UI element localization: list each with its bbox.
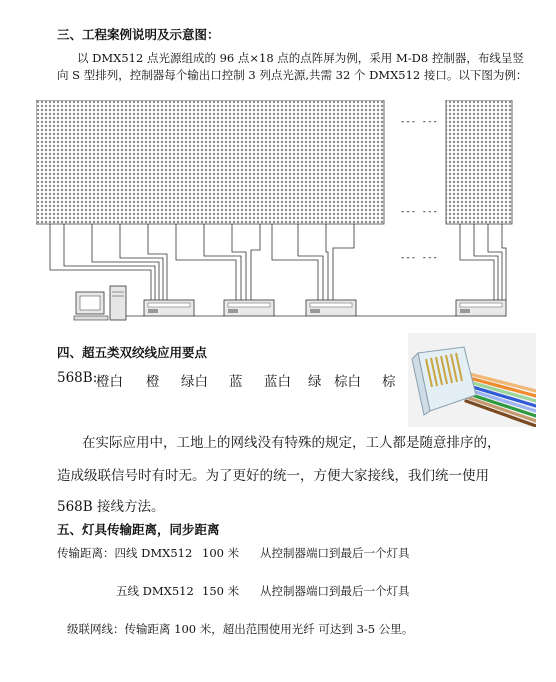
- led-matrix-left: [36, 100, 384, 224]
- row2-label: 五线 DMX512: [116, 584, 194, 598]
- row1-description: 从控制器端口到最后一个灯具: [260, 546, 410, 560]
- color-8: 棕: [382, 374, 396, 390]
- cascade-note: 级联网线：传输距离 100 米，超出范围使用光纤 可达到 3-5 公里。: [67, 622, 414, 636]
- color-4: 蓝: [229, 374, 243, 390]
- controller-1: [144, 300, 194, 316]
- row2-distance: 150 米: [202, 584, 240, 598]
- controller-2: [224, 300, 274, 316]
- section4-heading: 四、超五类双绞线应用要点: [57, 345, 208, 360]
- row1-label: 传输距离：四线 DMX512: [57, 546, 193, 560]
- color-7: 棕白: [334, 374, 361, 390]
- section3-heading: 三、工程案例说明及示意图：: [57, 27, 220, 42]
- section3-paragraph-line1: 以 DMX512 点光源组成的 96 点×18 点的点阵屏为例，采用 M-D8 控制器，布线呈竖: [77, 51, 524, 65]
- section3-paragraph-line2: 向 S 型排列，控制器每个输出口控制 3 列点光源,共需 32 个 DMX512 接口。以下图为例：: [57, 68, 528, 82]
- section4-paragraph-line1: 在实际应用中，工地上的网线没有特殊的规定，工人都是随意排序的，: [82, 435, 501, 451]
- color-6: 绿: [308, 374, 322, 390]
- controller-4: [456, 300, 506, 316]
- color-5: 蓝白: [264, 374, 291, 390]
- ellipsis-top: --- ---: [400, 117, 438, 127]
- color-3: 绿白: [181, 374, 208, 390]
- rj45-connector-image: [408, 333, 536, 427]
- color-2: 橙: [146, 374, 160, 390]
- ellipsis-bottom: --- ---: [400, 253, 438, 263]
- row1-distance: 100 米: [202, 546, 240, 560]
- dot-matrix-wiring-diagram: [36, 100, 516, 330]
- 568b-label: 568B:: [57, 370, 98, 386]
- section4-paragraph-line2: 造成级联信号时有时无。为了更好的统一，方便大家接线，我们统一使用: [57, 468, 489, 484]
- controller-3: [306, 300, 356, 316]
- ellipsis-mid: --- ---: [400, 207, 438, 217]
- color-1: 橙白: [96, 374, 123, 390]
- section4-paragraph-line3: 568B 接线方法。: [57, 499, 165, 515]
- led-matrix-right: [446, 100, 512, 224]
- section5-heading: 五、灯具传输距离，同步距离: [57, 522, 220, 537]
- computer-icon: [74, 286, 126, 320]
- row2-description: 从控制器端口到最后一个灯具: [260, 584, 410, 598]
